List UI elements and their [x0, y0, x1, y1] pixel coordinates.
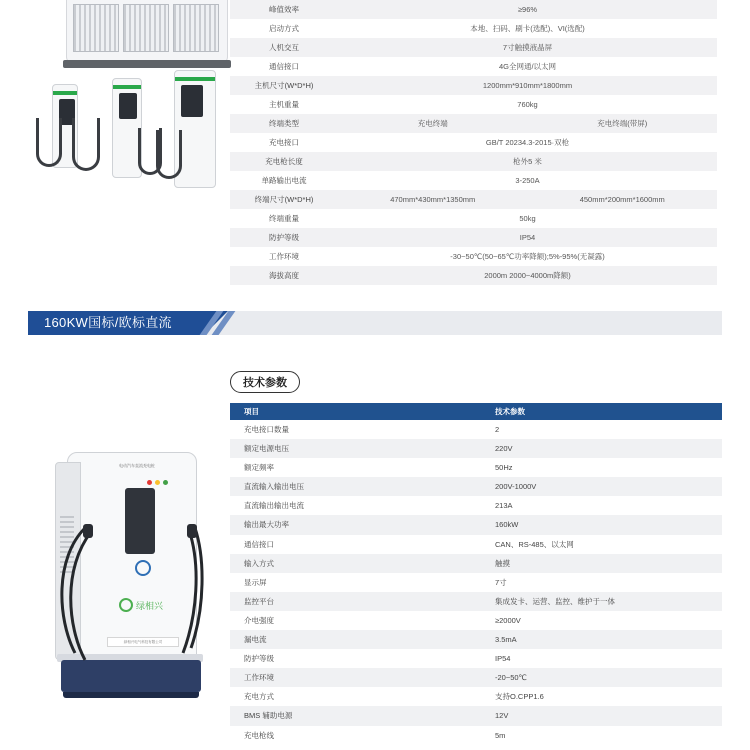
- charging-cable-icon: [55, 448, 210, 703]
- row-label: 充电枪长度: [265, 157, 303, 166]
- param-value: 220V: [495, 444, 513, 454]
- param-value: 2: [495, 425, 500, 434]
- header-item: 项目: [244, 407, 259, 416]
- param-value: 支持O.CPP1.6: [495, 692, 544, 702]
- table-row: [230, 209, 717, 228]
- row-value: GB/T 20234.3-2015·双枪: [485, 138, 570, 147]
- row-label: 主机重量: [269, 100, 299, 109]
- param-value: 12V: [495, 711, 509, 721]
- row-label: 终端类型: [269, 119, 299, 128]
- table-row: [230, 439, 722, 458]
- table-row: [230, 114, 717, 133]
- table-row: [230, 726, 722, 745]
- row-value: 枪外5 米: [513, 157, 542, 166]
- row-value: 1200mm*910mm*1800mm: [482, 81, 573, 90]
- table-row: [230, 458, 722, 477]
- param-item: 输入方式: [244, 558, 274, 568]
- row-value: -30~50℃(50~65℃功率降额);5%-95%(无凝露): [450, 252, 605, 261]
- param-value: 200V-1000V: [495, 482, 537, 492]
- dc-charger-image: [55, 448, 210, 703]
- spec-table-terminal: [230, 0, 717, 285]
- row-label: 人机交互: [269, 43, 299, 52]
- param-item: 防护等级: [244, 654, 274, 664]
- table-row: [230, 266, 717, 285]
- param-value: 5m: [495, 730, 506, 740]
- table-row: [230, 573, 722, 592]
- param-item: 充电枪线: [244, 730, 274, 740]
- param-item: 介电强度: [244, 615, 274, 625]
- table-row: [230, 0, 717, 19]
- section-title: 160KW国标/欧标直流: [44, 315, 172, 330]
- param-item: 输出最大功率: [244, 520, 289, 530]
- param-value: ≥2000V: [495, 615, 521, 625]
- table-row: [230, 477, 722, 496]
- row-value: [338, 114, 717, 133]
- param-item: 显示屏: [244, 577, 267, 587]
- table-row: [230, 687, 722, 706]
- table-header: [230, 403, 722, 420]
- param-item: 直流输出输出电流: [244, 501, 304, 511]
- param-value: CAN、RS-485、以太网: [495, 539, 574, 549]
- table-row: [230, 76, 717, 95]
- power-cabinet-image: [66, 0, 228, 63]
- row-label: 启动方式: [269, 24, 299, 33]
- row-value: [338, 190, 717, 209]
- table-row: [230, 649, 722, 668]
- param-value: 触摸: [495, 558, 510, 568]
- param-item: 充电方式: [244, 692, 274, 702]
- row-label: 防护等级: [269, 233, 299, 242]
- row-value: 2000m 2000~4000m降额): [484, 271, 571, 280]
- param-value: 3.5mA: [495, 635, 517, 645]
- table-row: [230, 38, 717, 57]
- row-label: 充电接口: [269, 138, 299, 147]
- row-value: 7寸触摸液晶屏: [502, 43, 553, 52]
- param-item: 监控平台: [244, 596, 274, 606]
- table-row: [230, 19, 717, 38]
- param-item: 额定频率: [244, 463, 274, 473]
- header-param: 技术参数: [495, 407, 525, 416]
- row-value: 4G全网通/以太网: [498, 62, 557, 71]
- param-item: 漏电流: [244, 635, 267, 645]
- table-row: [230, 190, 717, 209]
- param-value: 7寸: [495, 577, 507, 587]
- row-value-part: 450mm*200mm*1600mm: [579, 195, 665, 204]
- table-row: [230, 535, 722, 554]
- table-row: [230, 496, 722, 515]
- table-row: [230, 420, 722, 439]
- param-value: 集成发卡、运营、监控、维护于一体: [495, 596, 615, 606]
- table-row: [230, 592, 722, 611]
- param-item: BMS 辅助电源: [244, 711, 293, 721]
- table-row: [230, 57, 717, 76]
- row-label: 峰值效率: [269, 5, 299, 14]
- row-label: 单路输出电流: [261, 176, 307, 185]
- row-label: 主机尺寸(W*D*H): [254, 81, 314, 90]
- table-row: [230, 95, 717, 114]
- brand-name: 绿相兴: [136, 600, 164, 611]
- row-value-part: 470mm*430mm*1350mm: [390, 195, 476, 204]
- table-row: [230, 247, 717, 266]
- table-row: [230, 133, 717, 152]
- table-row: [230, 152, 717, 171]
- param-value: 50Hz: [495, 463, 513, 473]
- row-label: 工作环境: [269, 252, 299, 261]
- row-label: 终端重量: [269, 214, 299, 223]
- product-illustration-top: [28, 0, 223, 300]
- charger-panel-name: 电动汽车直流充电桩: [119, 463, 155, 468]
- param-item: 工作环境: [244, 673, 274, 683]
- row-value: ≥96%: [517, 5, 538, 14]
- tech-params-table: [230, 403, 722, 745]
- table-row: [230, 228, 717, 247]
- table-row: [230, 554, 722, 573]
- table-row: [230, 515, 722, 534]
- tech-params-title: 技术参数: [230, 371, 300, 393]
- row-value: 50kg: [519, 214, 536, 223]
- param-value: 160kW: [495, 520, 519, 530]
- param-value: -20~50℃: [495, 673, 527, 683]
- table-row: [230, 668, 722, 687]
- param-item: 充电接口数量: [244, 425, 289, 434]
- param-item: 直流输入输出电压: [244, 482, 304, 492]
- row-value-part: 充电终端: [417, 119, 448, 128]
- table-row: [230, 630, 722, 649]
- name-plate: 绿相兴电气科技有限公司: [107, 637, 179, 647]
- param-value: IP54: [495, 654, 511, 664]
- row-label: 海拔高度: [269, 271, 299, 280]
- param-item: 额定电源电压: [244, 444, 289, 454]
- row-label: 通信接口: [269, 62, 299, 71]
- row-label: 终端尺寸(W*D*H): [254, 195, 314, 204]
- row-value: 本地、扫码、刷卡(选配)、VI(选配): [470, 24, 585, 33]
- row-value: IP54: [519, 233, 536, 242]
- table-row: [230, 706, 722, 725]
- table-row: [230, 611, 722, 630]
- table-row: [230, 171, 717, 190]
- row-value: 3-250A: [515, 176, 540, 185]
- param-item: 通信接口: [244, 539, 274, 549]
- param-value: 213A: [495, 501, 513, 511]
- row-value-part: 充电终端(带屏): [597, 119, 648, 128]
- row-value: 760kg: [517, 100, 538, 109]
